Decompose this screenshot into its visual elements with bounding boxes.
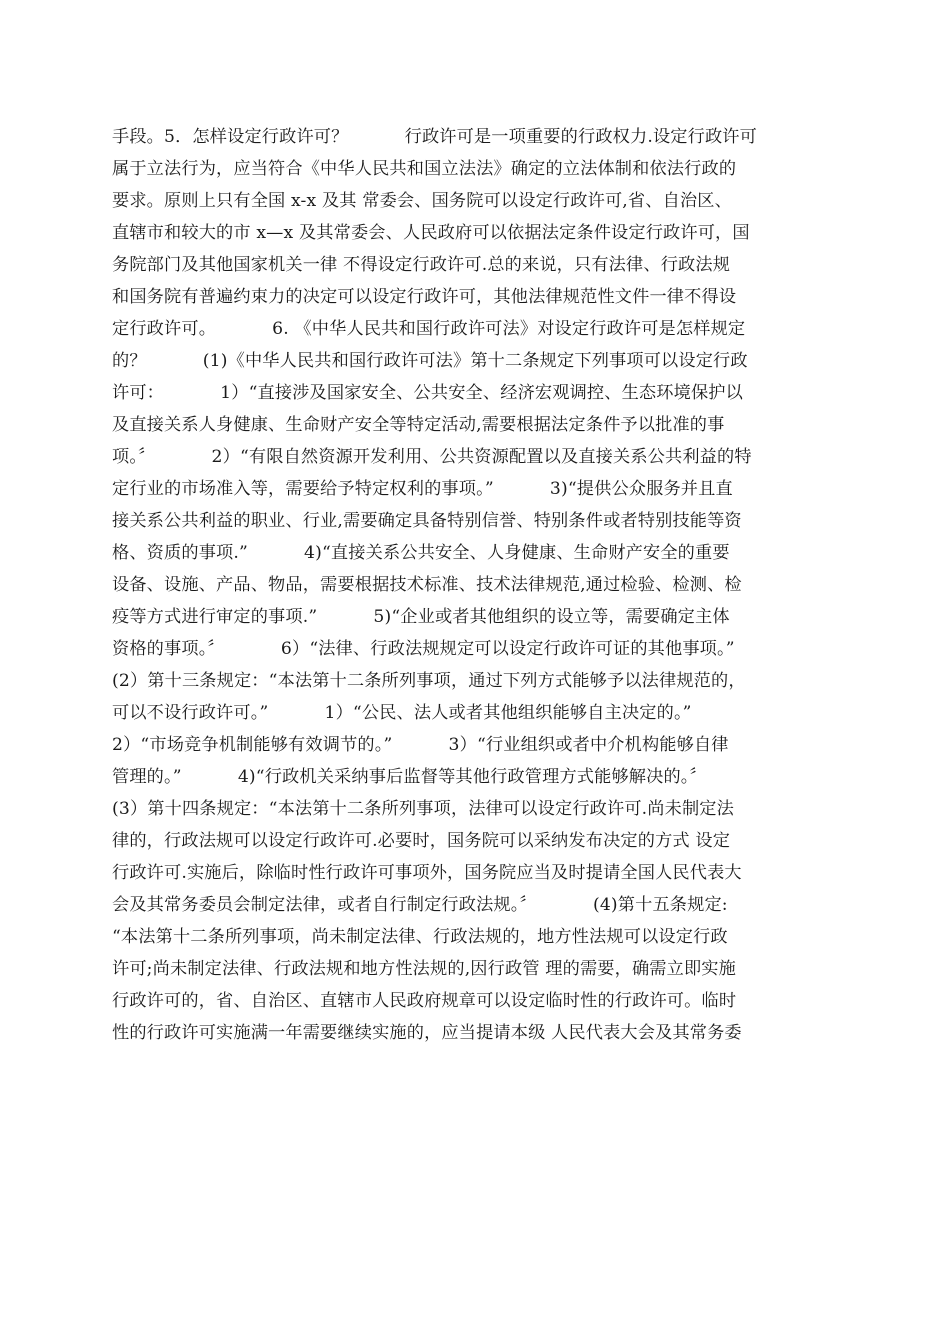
text-line: 会及其常务委员会制定法律，或者自行制定行政法规。〞 (4)第十五条规定: [112,895,728,915]
text-line: 接关系公共利益的职业、行业,需要确定具备特别信誉、特别条件或者特别技能等资 [112,511,742,531]
document-body [112,121,832,1049]
text-line: (2）第十三条规定：“本法第十二条所列事项，通过下列方式能够予以法律规范的， [112,671,746,691]
text-line: 项。〞 2）“有限自然资源开发利用、公共资源配置以及直接关系公共利益的特 [112,447,752,467]
text-line: 律的，行政法规可以设定行政许可.必要时，国务院可以采纳发布决定的方式 设定 [112,831,731,851]
text-line: 2）“市场竞争机制能够有效调节的。” 3）“行业组织或者中介机构能够自律 [112,735,729,755]
text-line: 直辖市和较大的市 x—x 及其常委会、人民政府可以依据法定条件设定行政许可，国 [112,223,750,243]
text-line: 及直接关系人身健康、生命财产安全等特定活动,需要根据法定条件予以批准的事 [112,415,725,435]
text-line: 行政许可的，省、自治区、直辖市人民政府规章可以设定临时性的行政许可。临时 [112,991,737,1011]
text-line: 设备、设施、产品、物品，需要根据技术标准、技术法律规范,通过检验、检测、检 [112,575,742,595]
text-line: 的？ (1)《中华人民共和国行政许可法》第十二条规定下列事项可以设定行政 [112,351,748,371]
text-line: 许可： 1）“直接涉及国家安全、公共安全、经济宏观调控、生态环境保护以 [112,383,743,403]
text-line: 要求。原则上只有全国 x-x 及其 常委会、国务院可以设定行政许可,省、自治区、 [112,191,732,211]
text-line: 定行业的市场准入等，需要给予特定权利的事项。” 3)“提供公众服务并且直 [112,479,733,499]
text-line: 手段。5．怎样设定行政许可？ 行政许可是一项重要的行政权力.设定行政许可 [112,127,757,147]
text-line: 可以不设行政许可。” 1）“公民、法人或者其他组织能够自主决定的。” [112,703,692,723]
text-line: 和国务院有普遍约束力的决定可以设定行政许可，其他法律规范性文件一律不得设 [112,287,737,307]
text-line: 务院部门及其他国家机关一律 不得设定行政许可.总的来说，只有法律、行政法规 [112,255,731,275]
text-line: 管理的。” 4)“行政机关采纳事后监督等其他行政管理方式能够解决的。〞 [112,767,707,787]
text-line: 性的行政许可实施满一年需要继续实施的，应当提请本级 人民代表大会及其常务委 [112,1023,742,1043]
text-line: 格、资质的事项.” 4)“直接关系公共安全、人身健康、生命财产安全的重要 [112,543,730,563]
text-line: 资格的事项。〞 6）“法律、行政法规规定可以设定行政许可证的其他事项。” [112,639,735,659]
text-line: 许可;尚未制定法律、行政法规和地方性法规的,因行政管 理的需要，确需立即实施 [112,959,736,979]
text-line: 行政许可.实施后，除临时性行政许可事项外，国务院应当及时提请全国人民代表大 [112,863,742,883]
text-line: 疫等方式进行审定的事项.” 5)“企业或者其他组织的设立等，需要确定主体 [112,607,730,627]
text-line: 属于立法行为，应当符合《中华人民共和国立法法》确定的立法体制和依法行政的 [112,159,737,179]
text-line: 定行政许可。 6. 《中华人民共和国行政许可法》对设定行政许可是怎样规定 [112,319,746,339]
text-line: “本法第十二条所列事项，尚未制定法律、行政法规的，地方性法规可以设定行政 [112,927,728,947]
text-line: (3）第十四条规定：“本法第十二条所列事项，法律可以设定行政许可.尚未制定法 [112,799,734,819]
